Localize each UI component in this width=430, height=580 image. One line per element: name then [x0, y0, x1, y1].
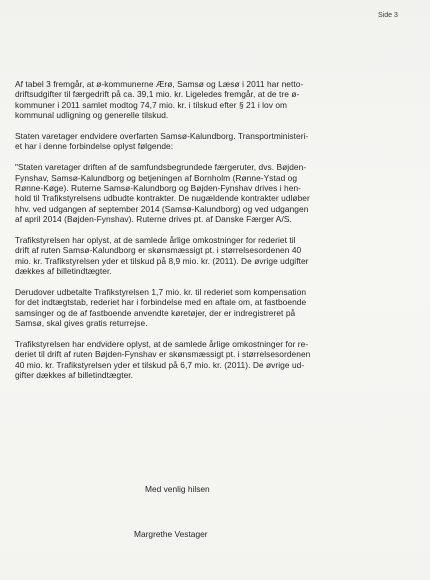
closing-greeting: Med venlig hilsen [145, 484, 210, 494]
paragraph-state-route: Staten varetager endvidere overfarten Samsø-Kalundborg. Transportministeri- et har i denne forbindelse oplyst følgende: [15, 131, 309, 152]
letter-body [15, 79, 405, 391]
paragraph-ferry-costs: Af tabel 3 fremgår, at ø-kommunerne Ærø, Samsø og Læsø i 2011 har netto- driftsudgifter til færgedrift på ca. 39,1 mio. kr. Ligeledes fremgår, at de tre ø- kommuner i 2011 samlet modtog 74,7 mio. kr. i tilskud efter § 21 i lov om kommunal udligning og generelle tilskud. [15, 79, 304, 121]
paragraph-compensation: Derudover udbetalte Trafikstyrelsen 1,7 mio. kr. til rederiet som kompensation for det indtægtstab, rederiet har i forbindelse med en aftale om, at fastboende samsinger og de af fastboende anvendte køretøjer, der er indregistreret på Samsø, skal gives gratis returrejse. [15, 287, 307, 329]
paragraph-bojden-fynshav-costs: Trafikstyrelsen har endvidere oplyst, at de samlede årlige omkostninger for re- deriet til drift af ruten Bøjden-Fynshav er skønsmæssigt pt. i størrelsesordenen 40 mio. kr. Trafikstyrelsen yder et tilskud på 6,7 mio. kr. (2011). De øvrige ud- gifter dækkes af billetindtægter. [15, 339, 311, 381]
signature-name: Margrethe Vestager [134, 529, 208, 539]
paragraph-samso-kalundborg-costs: Trafikstyrelsen har oplyst, at de samlede årlige omkostninger for rederiet til drift af ruten Samsø-Kalundborg er skønsmæssigt pt. i størrelsesordenen 40 mio. kr. Trafikstyrelsen yder et tilskud på 8,9 mio. kr. (2011). De øvrige udgifter dækkes af billetindtægter. [15, 235, 309, 277]
paragraph-quote-ferry-routes: "Staten varetager driften af de samfundsbegrundede færgeruter, dvs. Bøjden- Fynshav, Samsø-Kalundborg og betjeningen af Bornholm (Rønne-Ystad og Rønne-Køge). Ruterne Samsø-Kalundborg og Bøjden-Fynshav drives i hen- hold til Trafikstyrelsens udbudte kontrakter. De nugældende kontrakter udløber hhv. ved udgangen af september 2014 (Samsø-Kalundborg) og ved udgangen af april 2014 (Bøjden-Fynshav). Ruterne drives pt. af Danske Færger A/S. [15, 162, 310, 225]
page-number: Side 3 [378, 12, 398, 19]
